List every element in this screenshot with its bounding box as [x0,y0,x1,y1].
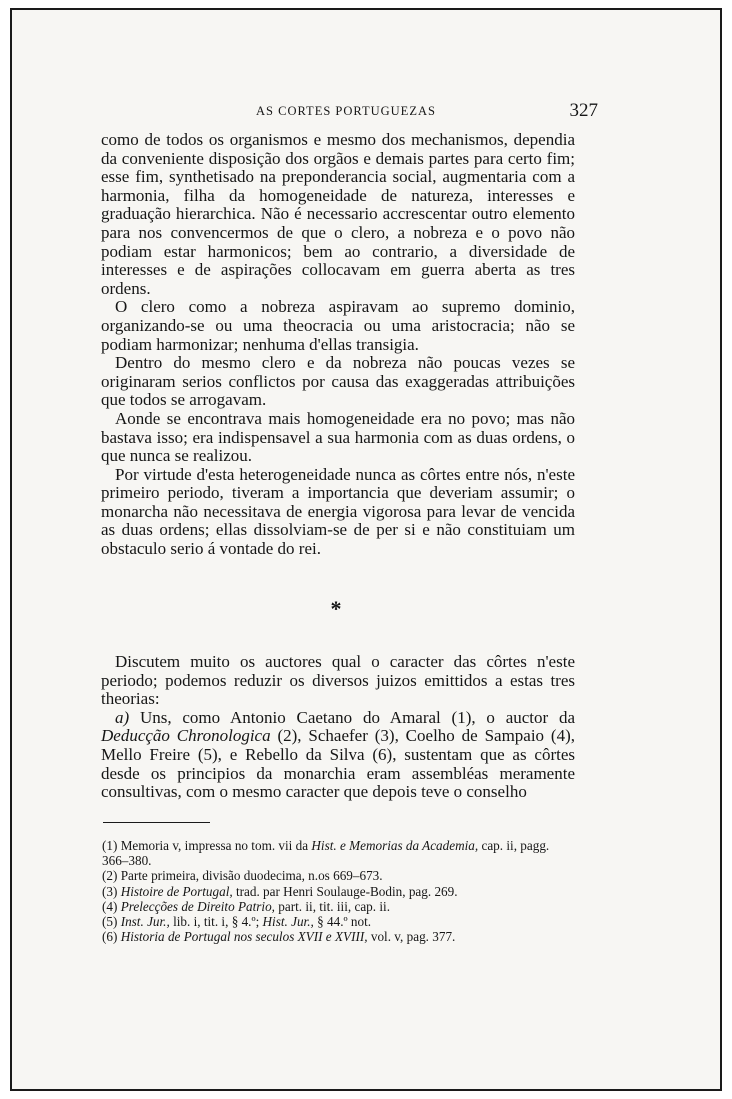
footnote-number: (5) [102,914,118,930]
footnote [102,838,574,868]
page-number: 327 [569,100,598,121]
main-text [101,131,575,559]
text-run: trad. par Henri Soulauge-Bodin, pag. 269. [232,883,458,899]
text-run: vol. v, pag. 377. [367,929,456,945]
section-text [101,653,575,802]
footnote [102,929,574,944]
text-run: part. ii, tit. iii, cap. ii. [274,898,390,914]
book-title: Histoire de Portugal, [117,883,233,899]
text-run: Uns, como Antonio Caetano do Amaral (1), o auctor da [129,707,575,727]
paragraph: Por virtude d'esta heterogeneidade nunca as côrtes entre nós, n'este primeiro periodo, tiveram a importancia que deveriam assumir; o monarcha não necessitava de energia vigorosa para levar de vencida as duas ordens; ellas dissolviam-se de per si e não constituiam um obstaculo serio á vontade do rei. [101,464,575,559]
text-run: (2), Schaefer (3), Coelho de Sampaio (4), Mello Freire (5), e Rebello da Silva (6), sustentam que as côrtes desde os principios da monarchia eram assembléas meramente consultivas, com o mesmo caracter que depois teve o conselho [101,726,575,802]
footnote-number: (1) [102,838,118,853]
footnote [102,899,574,914]
footnote [102,868,574,883]
section-separator: * [330,596,342,621]
footnote-divider [103,822,210,823]
paragraph [101,709,575,802]
footnote-number: (4) [102,898,118,914]
footnote-number: (2) [102,868,118,884]
footnote-number: (6) [102,929,118,945]
text-run: lib. i, tit. i, § 4.º; [169,914,263,930]
footnotes [102,838,574,944]
book-title: Historia de Portugal nos seculos XVII e XVIII, [117,929,368,945]
list-label: a) [115,707,130,727]
book-title: Hist. Jur., [262,914,314,930]
text-run: Memoria v, impressa no tom. vii da [117,838,312,853]
text-run: Parte primeira, divisão duodecima, n.os 669–673. [117,868,383,884]
book-title: Inst. Jur., [117,914,170,930]
book-title: Prelecções de Direito Patrio, [117,898,275,914]
paragraph: Dentro do mesmo clero e da nobreza não poucas vezes se originaram serios conflictos por causa das exaggeradas attribuições que todos se arrogavam. [101,353,575,410]
text-run: § 44.º not. [313,914,372,930]
paragraph: Aonde se encontrava mais homogeneidade era no povo; mas não bastava isso; era indispensavel a sua harmonia com as duas ordens, o que nunca se realizou. [101,408,575,466]
running-title: AS CORTES PORTUGUEZAS [256,104,436,118]
paragraph: Discutem muito os auctores qual o caracter das côrtes n'este periodo; podemos reduzir os diversos juizos emittidos a estas tres theorias: [101,652,575,709]
footnote-number: (3) [102,883,118,899]
paragraph: como de todos os organismos e mesmo dos mechanismos, dependia da conveniente disposição dos orgãos e demais partes para certo fim; esse fim, synthetisado na preponderancia social, augmentaria com a harmonia, filha da homogeneidade de natureza, interesses e graduação hierarchica. Não é necessario accrescentar outro elemento para nos convencermos de que o clero, a nobreza e o povo não podiam estar harmonicos; bem ao contrario, a diversidade de interesses e de aspirações collocavam em guerra aberta as tres ordens. [101,130,575,298]
book-title: Deducção Chronologica [101,726,271,746]
page-header [110,100,600,124]
footnote [102,884,574,899]
book-title: Hist. e Memorias da Academia, [311,838,479,853]
footnote [102,914,574,929]
paragraph: O clero como a nobreza aspiravam ao supremo dominio, organizando-se ou uma theocracia ou uma aristocracia; não se podiam harmonizar; nenhuma d'ellas transigia. [101,297,575,354]
text-run: cap. ii, pagg. 366–380. [102,838,550,869]
